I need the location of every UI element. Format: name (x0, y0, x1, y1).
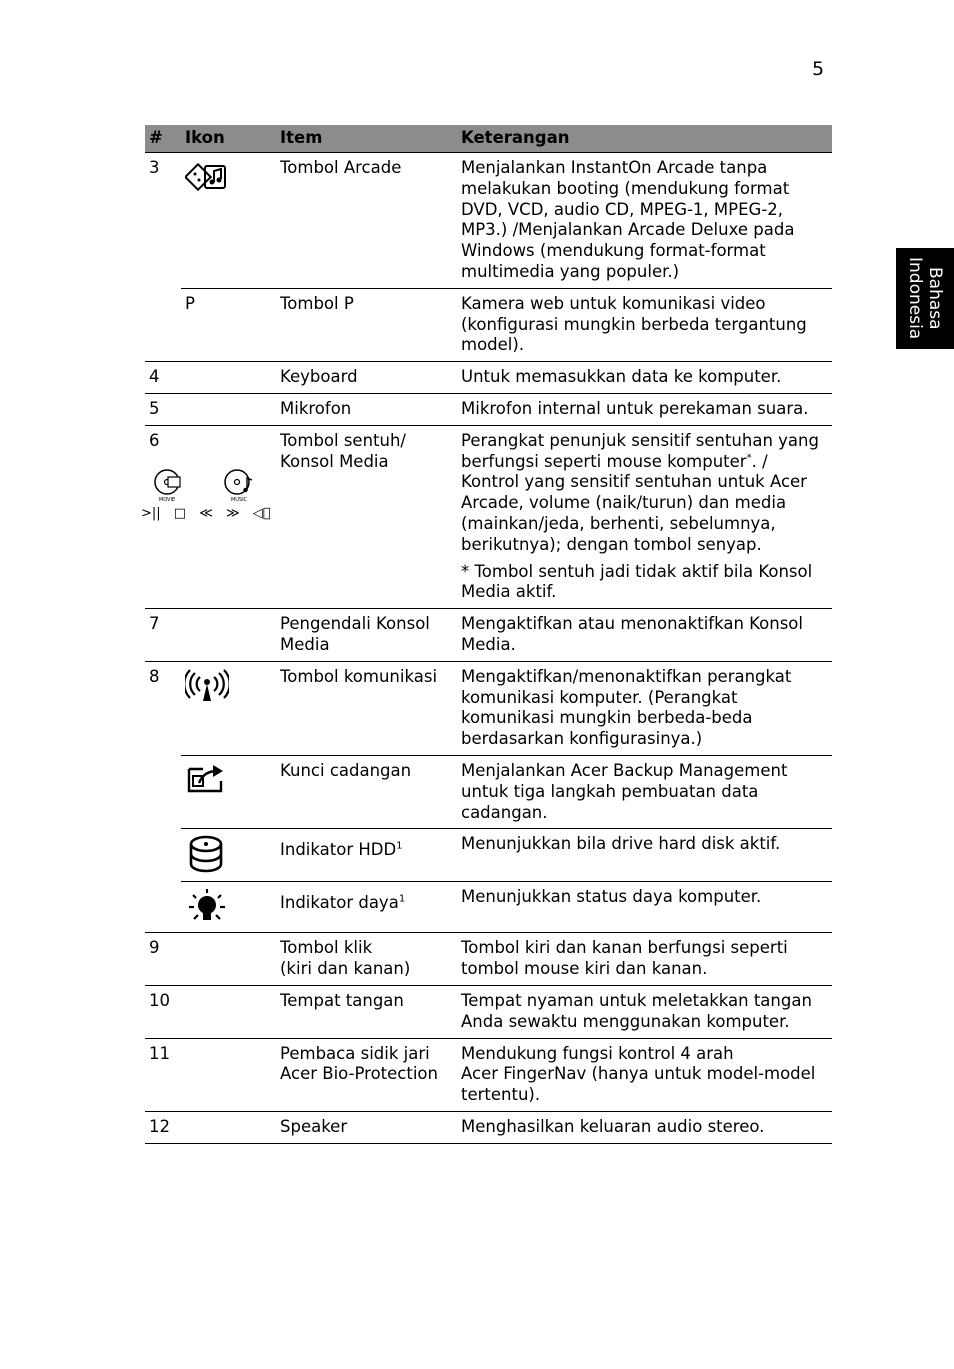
row-number: 12 (145, 1111, 181, 1143)
row-desc: Menjalankan InstantOn Arcade tanpa melakukan booting (mendukung format DVD, VCD, audio CD, MPEG-1, MPEG-2, MP3.) /Menjalankan Arcade Deluxe pada Windows (mendukung format-format multimedia yang populer.) (461, 158, 795, 281)
table-row (145, 393, 832, 425)
row-number: 3 (149, 158, 160, 177)
row-number: 6 (149, 430, 160, 450)
table-row (145, 362, 832, 394)
row-item: Indikator daya$^1$ (280, 893, 406, 913)
row-desc: Mengaktifkan atau menonaktifkan Konsol Media. (457, 609, 832, 662)
row-desc: Tempat nyaman untuk meletakkan tangan Anda sewaktu menggunakan komputer. (457, 985, 832, 1038)
wireless-icon (185, 667, 229, 703)
row-item: Tempat tangan (276, 985, 457, 1038)
feature-table (141, 125, 832, 1144)
table-row (145, 288, 832, 361)
media-console-icons (141, 452, 272, 522)
language-tab (896, 248, 954, 349)
movie-icon (149, 468, 185, 502)
next-icon: ≫ (225, 505, 240, 521)
row-desc: Mikrofon internal untuk perekaman suara. (457, 393, 832, 425)
row-number: 4 (145, 362, 181, 394)
row-number: 10 (145, 985, 181, 1038)
row-icon-text: P (181, 288, 276, 361)
row-item: Speaker (276, 1111, 457, 1143)
table-row (145, 755, 832, 828)
row-item: Tombol P (276, 288, 457, 361)
row-desc: Kamera web untuk komunikasi video (konfigurasi mungkin berbeda tergantung model). (457, 288, 832, 361)
stop-icon: □ (173, 505, 187, 521)
table-row (145, 882, 832, 933)
table-row (145, 933, 832, 986)
row-desc: Menunjukkan status daya komputer. (457, 882, 832, 933)
row-number: 8 (145, 661, 181, 755)
row-desc: Menjalankan Acer Backup Management untuk tiga langkah pembuatan data cadangan. (457, 755, 832, 828)
header-item: Item (276, 125, 457, 153)
power-indicator-icon (185, 887, 229, 927)
row-desc: Menunjukkan bila drive hard disk aktif. (457, 829, 832, 882)
row-item: Tombol Arcade (280, 158, 402, 177)
row-number: 11 (145, 1038, 181, 1111)
page-number: 5 (812, 58, 825, 80)
header-desc: Keterangan (457, 125, 832, 153)
row-desc: Perangkat penunjuk sensitif sentuhan yang berfungsi seperti mouse komputer*. / Kontrol yang sensitif sentuhan untuk Acer Arcade, volume (naik/turun) dan media (mainkan/jeda, berhenti, sebelumnya, berikutnya); dengan tombol senyap. (461, 430, 819, 554)
header-icon: Ikon (181, 125, 276, 153)
movie-label: MOVIE (158, 496, 176, 502)
media-controls (141, 504, 280, 525)
row-desc: Mendukung fungsi kontrol 4 arah (461, 1043, 734, 1063)
table-row (145, 985, 832, 1038)
row-item: Pengendali Konsol Media (276, 609, 457, 662)
row-desc: Tombol kiri dan kanan berfungsi seperti tombol mouse kiri dan kanan. (457, 933, 832, 986)
music-icon (221, 468, 257, 502)
row-desc: Untuk memasukkan data ke komputer. (457, 362, 832, 394)
row-item-sub: (kiri dan kanan) (280, 959, 411, 979)
row-number: 9 (145, 933, 181, 986)
mute-icon: ◁⃥ (252, 505, 271, 521)
arcade-icon (185, 158, 229, 196)
play-pause-icon: >|| (141, 505, 161, 521)
table-row (145, 153, 832, 289)
header-num: # (145, 125, 181, 153)
row-item: Tombol komunikasi (276, 661, 457, 755)
table-row (145, 661, 832, 755)
row-item: Mikrofon (276, 393, 457, 425)
table-row (145, 829, 832, 882)
table-header (145, 125, 832, 153)
row-desc: Mengaktifkan/menonaktifkan perangkat komunikasi komputer. (Perangkat komunikasi mungkin berbeda-beda berdasarkan konfigurasinya.) (457, 661, 832, 755)
hdd-icon (185, 834, 229, 876)
row-item: Tombol sentuh/ Konsol Media (276, 425, 457, 608)
table-row (145, 1111, 832, 1143)
row-item: Tombol klik (280, 938, 373, 958)
row-desc-cont: Acer FingerNav (hanya untuk model-model tertentu). (461, 1064, 816, 1105)
row-note: * Tombol sentuh jadi tidak aktif bila Konsol Media aktif. (461, 561, 813, 602)
row-item: Keyboard (276, 362, 457, 394)
row-item: Pembaca sidik jari Acer Bio-Protection (276, 1038, 457, 1111)
language-tab-label: Bahasa Indonesia (905, 257, 945, 340)
backup-icon (185, 761, 229, 795)
table-row (145, 1038, 832, 1111)
row-item: Kunci cadangan (276, 755, 457, 828)
table-row (145, 425, 832, 608)
previous-icon: ≪ (199, 505, 213, 521)
table-row (145, 609, 832, 662)
music-label: MUSIC (230, 496, 248, 502)
row-number: 5 (145, 393, 181, 425)
row-desc: Menghasilkan keluaran audio stereo. (457, 1111, 832, 1143)
row-number: 7 (145, 609, 181, 662)
row-item: Indikator HDD$^1$ (280, 840, 403, 860)
